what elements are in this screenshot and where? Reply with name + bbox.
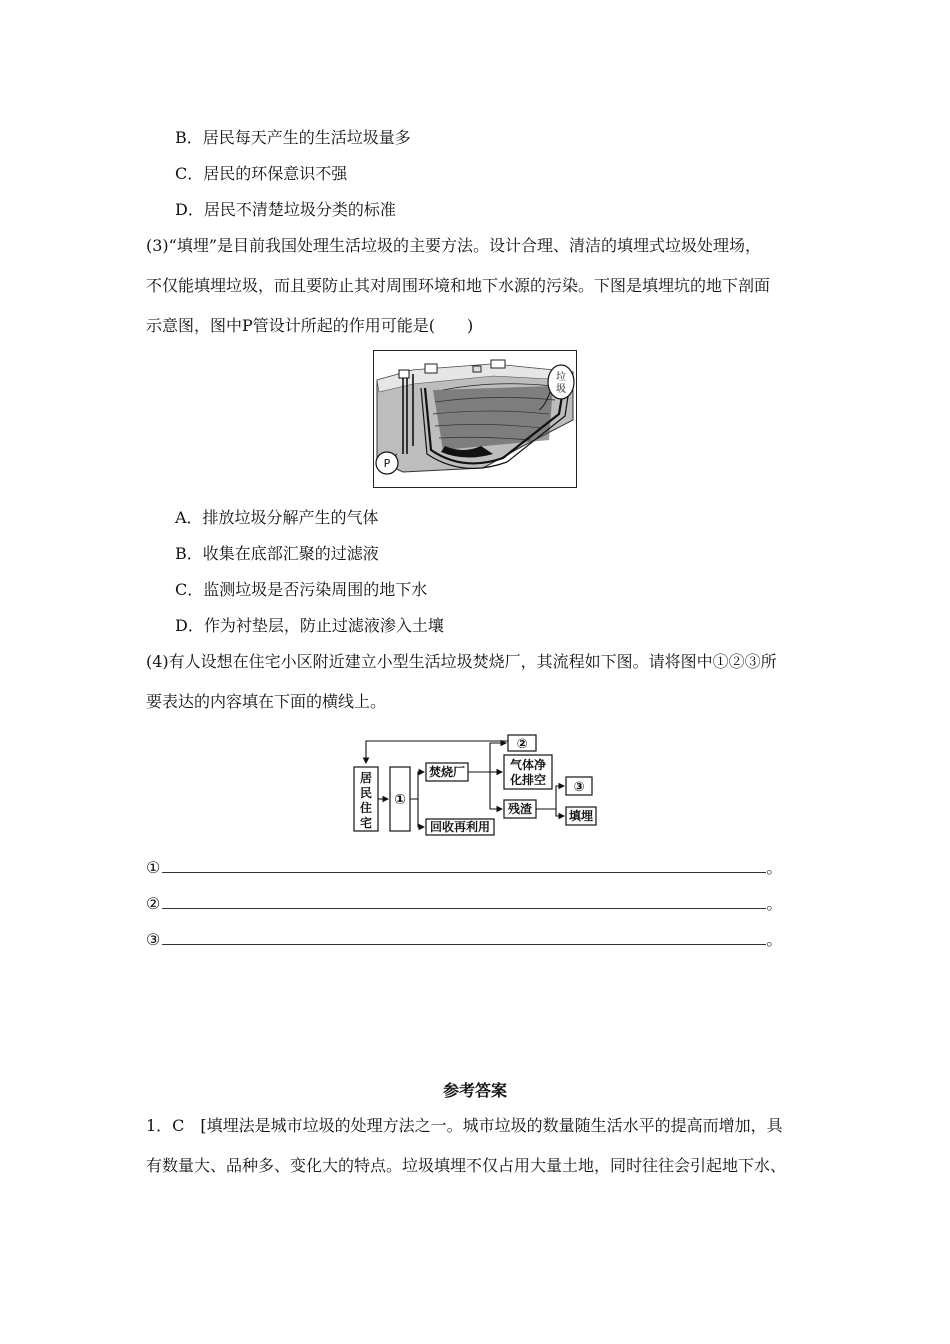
recycle-label: 回收再利用 [429, 820, 491, 834]
residence-char-2: 民 [359, 786, 373, 800]
blank-mark-1: ① [146, 858, 161, 877]
question-4-line-1: (4)有人设想在住宅小区附近建立小型生活垃圾焚烧厂，其流程如下图。请将图中①②③所 [146, 652, 777, 671]
q3-option-d: D．作为衬垫层，防止过滤液渗入土壤 [175, 616, 444, 635]
option-d: D．居民不清楚垃圾分类的标准 [175, 200, 396, 219]
residence-char-4: 宅 [359, 816, 373, 830]
option-b: B．居民每天产生的生活垃圾量多 [175, 128, 411, 147]
step-1-label: ① [394, 792, 406, 808]
answer-1-line-1: 1．C [填埋法是城市垃圾的处理方法之一。城市垃圾的数量随生活水平的提高而增加，具 [146, 1116, 783, 1135]
question-3-line-2: 不仅能填埋垃圾，而且要防止其对周围环境和地下水源的污染。下图是填埋坑的地下剖面 [146, 276, 771, 295]
blank-mark-3: ③ [146, 930, 161, 949]
gas-purification-label-1: 气体净 [509, 758, 547, 772]
blank-mark-2: ② [146, 894, 161, 913]
residue-label: 残渣 [507, 802, 533, 816]
blank-line-1[interactable] [162, 858, 766, 873]
residence-char-3: 住 [359, 801, 373, 815]
landfill-cross-section-figure [373, 350, 577, 488]
q3-option-c: C．监测垃圾是否污染周围的地下水 [175, 580, 428, 599]
answer-blank-2 [146, 894, 782, 914]
blank-line-2[interactable] [162, 894, 766, 909]
residence-char-1: 居 [359, 771, 373, 785]
option-c: C．居民的环保意识不强 [175, 164, 348, 183]
q3-option-a: A．排放垃圾分解产生的气体 [175, 508, 379, 527]
blank-line-3[interactable] [162, 930, 766, 945]
question-4-line-2: 要表达的内容填在下面的横线上。 [146, 692, 387, 711]
question-3-line-1: (3)“填埋”是目前我国处理生活垃圾的主要方法。设计合理、清洁的填埋式垃圾处理场， [146, 236, 762, 255]
garbage-label-top: 垃 [556, 372, 566, 383]
answer-1-line-2: 有数量大、品种多、变化大的特点。垃圾填埋不仅占用大量土地，同时往往会引起地下水、 [146, 1156, 787, 1175]
step-3-label: ③ [573, 780, 585, 795]
garbage-label-bottom: 圾 [556, 384, 566, 395]
landfill-label: 填埋 [568, 809, 594, 823]
answer-blank-3 [146, 930, 782, 950]
reference-answers-title: 参考答案 [442, 1081, 507, 1100]
question-3-line-3: 示意图，图中P管设计所起的作用可能是( ) [146, 316, 474, 335]
answer-blank-1 [146, 858, 782, 878]
q3-option-b: B．收集在底部汇聚的过滤液 [175, 544, 379, 563]
incinerator-label: 焚烧厂 [428, 765, 466, 779]
incineration-flow-chart [352, 729, 602, 837]
blank-end-3: 。 [766, 930, 783, 949]
blank-end-1: 。 [766, 858, 783, 877]
gas-purification-label-2: 化排空 [509, 773, 547, 787]
step-2-label: ② [516, 737, 528, 752]
blank-end-2: 。 [766, 894, 783, 913]
pipe-label: P [383, 457, 391, 470]
